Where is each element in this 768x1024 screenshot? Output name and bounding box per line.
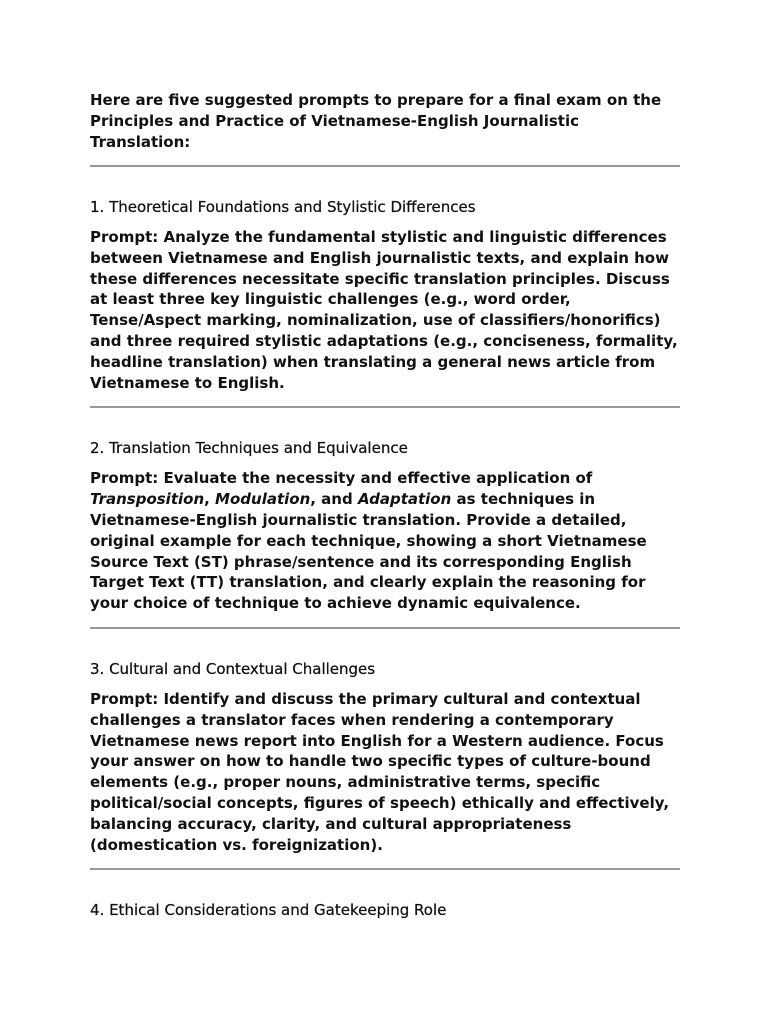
- prompt-separator: , and: [310, 490, 358, 509]
- section-prompt: Prompt: Identify and discuss the primary cultural and contextual challenges a translator faces when rendering a contemporary Vietnamese news report into English for a Western audience. Focus your answer on how to handle two specific types of culture-bound elements (e.g., proper nouns, administrative terms, specific political/social concepts, figures of speech) ethically and effectively, balancing accuracy, clarity, and cultural appropriateness (domestication vs. foreignization).: [90, 689, 670, 854]
- section-title: 3. Cultural and Contextual Challenges: [90, 659, 376, 678]
- prompt-text: Prompt: Evaluate the necessity and effective application of: [90, 469, 593, 488]
- prompt-text: as techniques in Vietnamese-English journalistic translation. Provide a detailed, original example for each technique, showing a short Vietnamese Source Text (ST) phrase/sentence and its corresponding English Target Text (TT) translation, and clearly explain the reasoning for your choice of technique to achieve dynamic equivalence.: [90, 490, 647, 613]
- intro-paragraph: Here are five suggested prompts to prepare for a final exam on the Principles and Practice of Vietnamese-English Journalistic Translation:: [90, 91, 662, 151]
- section-3: [90, 659, 680, 870]
- term-adaptation: Adaptation: [357, 490, 452, 509]
- section-prompt: [90, 468, 680, 614]
- document-body: [90, 90, 680, 920]
- section-prompt: Prompt: Analyze the fundamental stylistic and linguistic differences between Vietnamese and English journalistic texts, and explain how these differences necessitate specific translation principles. Discuss at least three key linguistic challenges (e.g., word order, Tense/Aspect marking, nominalization, use of classifiers/honorifics) and three required stylistic adaptations (e.g., conciseness, formality, headline translation) when translating a general news article from Vietnamese to English.: [90, 228, 678, 392]
- section-1: [90, 197, 680, 408]
- prompt-separator: ,: [204, 490, 216, 509]
- term-modulation: Modulation: [215, 490, 311, 509]
- divider: [90, 406, 680, 408]
- divider: [90, 165, 680, 167]
- term-transposition: Transposition: [90, 490, 205, 509]
- section-title: 2. Translation Techniques and Equivalence: [90, 439, 408, 458]
- section-4: [90, 900, 680, 920]
- section-title: 1. Theoretical Foundations and Stylistic Differences: [90, 198, 476, 216]
- section-title: 4. Ethical Considerations and Gatekeeping Role: [90, 901, 447, 920]
- section-2: [90, 438, 680, 629]
- divider: [90, 627, 680, 629]
- divider: [90, 868, 680, 870]
